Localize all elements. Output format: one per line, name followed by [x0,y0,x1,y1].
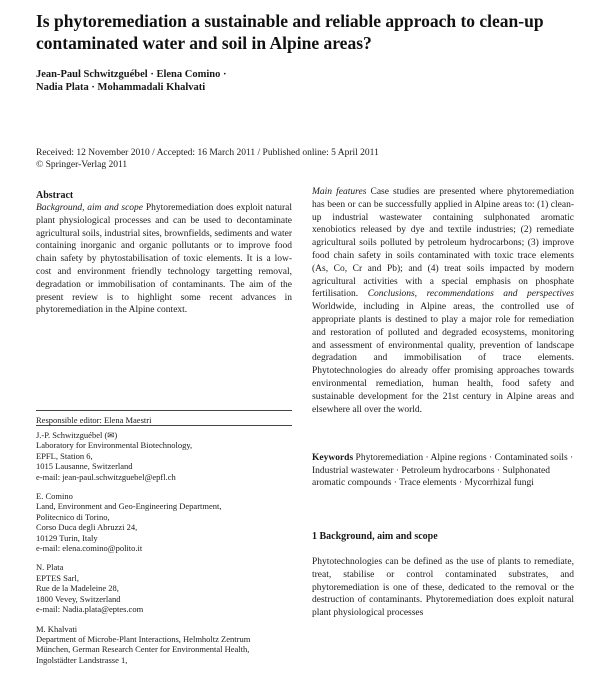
affiliation-line: Rue de la Madeleine 28, [36,583,119,594]
section-1-heading: 1 Background, aim and scope [312,531,438,542]
received-accepted-line: Received: 12 November 2010 / Accepted: 16 March 2011 / Published online: 5 April 2011 [36,148,379,158]
affiliation-khalvati [36,624,292,666]
paper-title: Is phytoremediation a sustainable and reliable approach to clean-up contaminated water and soil in Alpine areas? [36,11,544,53]
keywords [312,452,574,490]
affiliation-schwitzguebel [36,430,292,482]
author-list [36,68,416,94]
keywords-label: Keywords [312,453,354,463]
left-column [36,190,292,317]
affiliation-email: e-mail: Nadia.plata@eptes.com [36,604,144,615]
background-label: Background, aim and scope [36,203,144,213]
publication-dates [36,148,556,171]
affiliation-line: 1015 Lausanne, Switzerland [36,461,133,472]
affiliation-comino [36,491,292,553]
affiliation-line: Corso Duca degli Abruzzi 24, [36,522,138,533]
responsible-editor: Responsible editor: Elena Maestri [36,410,292,426]
abstract-main-features-paragraph [312,186,574,416]
background-text: Phytoremediation does exploit natural plant physiological processes and can be used to decontaminate agricultural soils, industrial sites, brownfields, sediments and water containing inorganic and organic pollutants or to improve food chain safety by phytostabilisation of toxic elements. It is a low-cost and environment friendly technology targetting removal, degradation or immobilisation of contaminants. The aim of the present review is to highlight some recent advances in phytoremediation in the Alpine context. [36,203,292,316]
abstract-background-paragraph [36,202,292,317]
copyright-line: © Springer-Verlag 2011 [36,159,128,170]
affiliation-name: E. Comino [36,491,73,502]
authors-line-2: Nadia Plata · Mohammadali Khalvati [36,82,206,93]
affiliation-email: e-mail: jean-paul.schwitzguebel@epfl.ch [36,471,176,482]
section-1-paragraph [312,556,574,619]
affiliation-line: Laboratory for Environmental Biotechnology, [36,440,193,451]
affiliation-name: M. Khalvati [36,623,78,634]
main-features-text: Case studies are presented where phytoremediation has been or can be successfully applied in Alpine areas to: (1) clean-up industrial wastewater containing sulphonated aromatic xenobiotics released by dye and textile industries; (2) remediate agricultural soils polluted by petroleum hydrocarbons; (3) improve food chain safety in soils contaminated with toxic trace elements (As, Co, Cr and Pb); and (4) treat soils impacted by modern agricultural activities with a special emphasis on phosphate fertilisation. [312,187,575,300]
conclusions-label: Conclusions, recommendations and perspectives [367,289,575,300]
affiliation-line: Ingolstädter Landstrasse 1, [36,654,128,665]
affiliation-line: 1800 Vevey, Switzerland [36,593,121,604]
affiliation-line: EPFL, Station 6, [36,450,93,461]
affiliation-name: N. Plata [36,562,64,573]
authors-line-1: Jean-Paul Schwitzguébel · Elena Comino · [36,69,227,80]
affiliation-plata [36,562,292,614]
affiliation-line: Politecnico di Torino, [36,511,110,522]
section-1-text: Phytotechnologies can be defined as the use of plants to remediate, treat, stabilise or control contaminated substrates, and phytoremediation is one of these, dedicated to the removal or the destruction of contaminants. Phytoremediation does exploit natural plant physiological processes [312,557,574,619]
affiliation-line: EPTES Sarl, [36,572,79,583]
affiliations [36,425,292,674]
affiliation-line: München, German Research Center for Environmental Health, [36,644,250,655]
conclusions-text: Worldwide, including in Alpine areas, the controlled use of appropriate plants is destined to play a major role for remediation and restoration of polluted and degraded ecosystems, monitoring and assessment of environmental quality, prevention of landscape degradation and immobilisation of trace elements. Phytotechnologies do already offer promising approaches towards environmental remediation, human health, food safety and sustainable development for the 21st century in Alpine areas and elsewhere all over the world. [312,302,574,415]
affiliation-line: Land, Environment and Geo-Engineering Department, [36,501,222,512]
main-features-label: Main features [312,187,367,197]
right-column [312,186,574,416]
affiliation-name: J.-P. Schwitzguébel (✉) [36,430,118,440]
keywords-text: Phytoremediation · Alpine regions · Contaminated soils · Industrial wastewater · Petroleum hydrocarbons · Sulphonated aromatic compounds · Trace elements · Mycorrhizal fungi [312,453,574,488]
affiliation-line: 10129 Turin, Italy [36,532,98,543]
abstract-heading: Abstract [36,190,74,201]
affiliation-email: e-mail: elena.comino@polito.it [36,543,143,554]
affiliation-line: Department of Microbe-Plant Interactions, Helmholtz Zentrum [36,633,251,644]
